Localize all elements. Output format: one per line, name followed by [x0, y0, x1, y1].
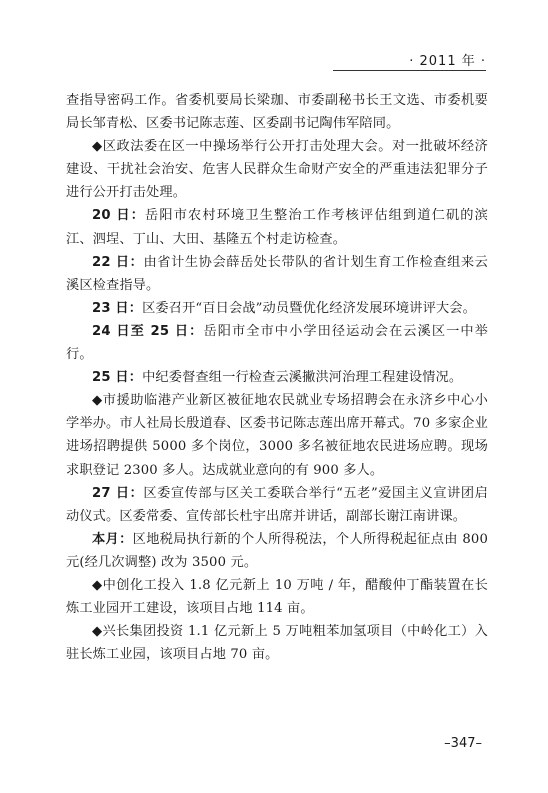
entry-text: 岳阳市农村环境卫生整治工作考核评估组到道仁矶的滨江、泗埕、丁山、大田、基隆五个村走访检查。: [66, 208, 488, 247]
paragraph-entry: [66, 135, 488, 204]
paragraph-entry: [66, 366, 488, 389]
paragraph-entry: [66, 528, 488, 574]
entry-text: 岳阳市全市中小学田径运动会在云溪区一中举行。: [66, 323, 488, 363]
entry-date: 23 日：: [92, 300, 143, 316]
entry-text: ◆中创化工投入 1.8 亿元新上 10 万吨 / 年，醋酸仲丁酯装置在长炼工业园开工建设，该项目占地 114 亩。: [66, 577, 488, 617]
paragraph-entry: [66, 574, 488, 620]
paragraph-entry: [66, 482, 488, 528]
paragraph-entry: [66, 251, 488, 297]
page-body: [66, 89, 488, 666]
entry-text: ◆区政法委在区一中操场举行公开打击处理大会。对一批破坏经济建设、干扰社会治安、危害人民群众生命财产安全的严重违法犯罪分子进行公开打击处理。: [66, 139, 488, 201]
paragraph-entry: [66, 389, 488, 481]
page-number: –347–: [444, 736, 482, 751]
entry-text: 区委宣传部与区关工委联合举行“五老”爱国主义宣讲团启动仪式。区委常委、宣传部长杜宇出席并讲话，副部长谢江南讲课。: [66, 485, 488, 524]
entry-date: 本月：: [92, 531, 133, 547]
entry-date: 25 日：: [92, 370, 143, 386]
entry-text: ◆市援助临港产业新区被征地农民就业专场招聘会在永济乡中心小学举办。市人社局长殷道春、区委书记陈志莲出席开幕式。70 多家企业进场招聘提供 5000 多个岗位，3000 多名被征地农民进场应聘。现场求职登记 2300 多人。达成就业意向的有 900 多人。: [66, 393, 488, 478]
running-header-year: · 2011 年 ·: [409, 54, 486, 69]
header-rule: [333, 70, 486, 71]
entry-text: 由省计生协会薛岳处长带队的省计划生育工作检查组来云溪区检查指导。: [66, 254, 489, 293]
paragraph-entry: [66, 320, 488, 366]
paragraph-entry: [66, 620, 488, 666]
paragraph-entry: [66, 204, 488, 250]
entry-text: 区地税局执行新的个人所得税法，个人所得税起征点由 800 元(经几次调整) 改为 3500 元。: [66, 531, 489, 570]
entry-date: 22 日：: [92, 254, 144, 270]
entry-text: 区委召开“百日会战”动员暨优化经济发展环境讲评大会。: [142, 300, 476, 316]
entry-text: ◆兴长集团投资 1.1 亿元新上 5 万吨粗苯加氢项目（中岭化工）入驻长炼工业园，该项目占地 70 亩。: [66, 624, 488, 663]
entry-date: 27 日：: [92, 485, 144, 501]
entry-text: 中纪委督查组一行检查云溪撇洪河治理工程建设情况。: [142, 370, 463, 386]
paragraph-entry: [66, 297, 488, 320]
paragraph-continuation: 查指导密码工作。省委机要局长梁珈、市委副秘书长王文选、市委机要局长邹青松、区委书记陈志莲、区委副书记陶伟军陪同。: [66, 93, 488, 132]
entry-date: 24 日至 25 日：: [92, 323, 204, 339]
entry-date: 20 日：: [92, 208, 146, 224]
